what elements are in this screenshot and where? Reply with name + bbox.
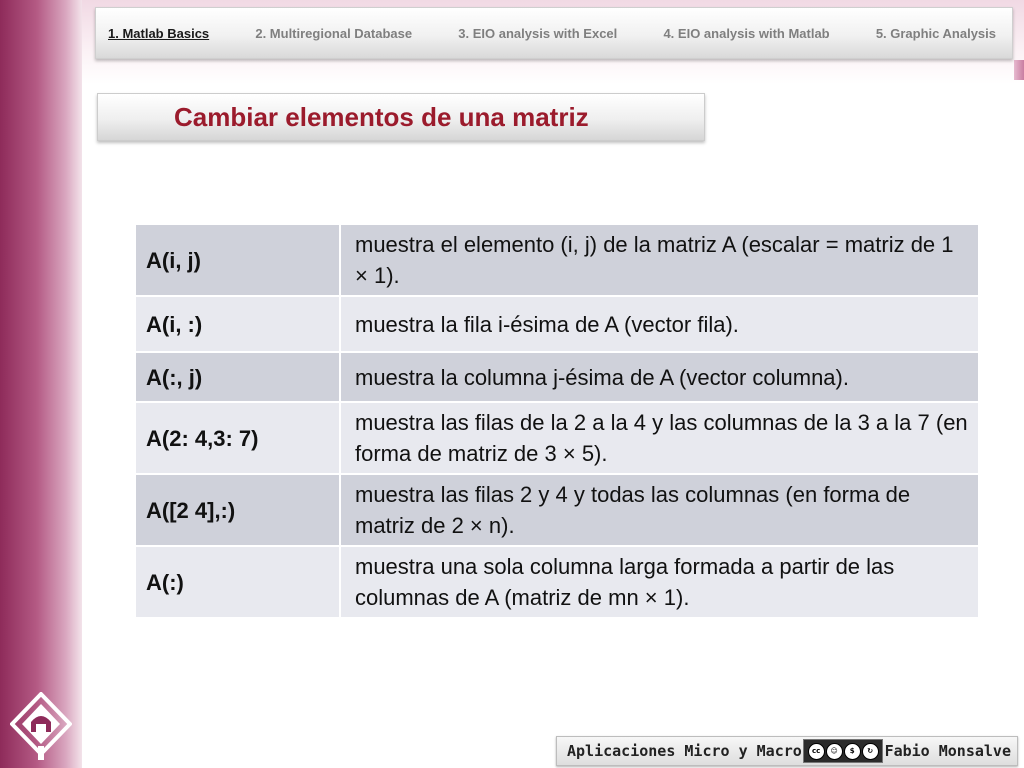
nc-icon: $ (844, 743, 861, 760)
table-row (135, 546, 979, 618)
table-row (135, 224, 979, 296)
tab-eio-analysis-excel[interactable]: 3. EIO analysis with Excel (458, 25, 618, 41)
tab-matlab-basics[interactable]: 1. Matlab Basics (108, 25, 210, 41)
description-cell: muestra el elemento (i, j) de la matriz A (escalar = matriz de 1 × 1). (340, 224, 979, 296)
cc-icon: cc (808, 743, 825, 760)
command-cell: A([2 4],:) (135, 474, 340, 546)
tab-eio-analysis-matlab[interactable]: 4. EIO analysis with Matlab (663, 25, 830, 41)
university-logo-icon (10, 692, 72, 762)
command-cell: A(:) (135, 546, 340, 618)
table-row (135, 402, 979, 474)
creative-commons-badge (803, 739, 883, 763)
command-cell: A(i, j) (135, 224, 340, 296)
right-accent-strip (1014, 60, 1024, 80)
matrix-indexing-table (134, 223, 980, 619)
description-cell: muestra la fila i-ésima de A (vector fila). (340, 296, 979, 352)
description-cell: muestra una sola columna larga formada a partir de las columnas de A (matriz de mn × 1). (340, 546, 979, 618)
tab-graphic-analysis[interactable]: 5. Graphic Analysis (875, 25, 996, 41)
description-cell: muestra la columna j-ésima de A (vector columna). (340, 352, 979, 402)
left-sidebar-band (0, 0, 82, 768)
slide-title-box (97, 93, 705, 141)
footer-bar (556, 736, 1018, 766)
footer-course-title: Aplicaciones Micro y Macro (567, 742, 802, 760)
footer-author: Fabio Monsalve (884, 742, 1011, 760)
command-cell: A(i, :) (135, 296, 340, 352)
command-cell: A(2: 4,3: 7) (135, 402, 340, 474)
table-row (135, 474, 979, 546)
sa-icon: ↻ (862, 743, 879, 760)
command-cell: A(:, j) (135, 352, 340, 402)
description-cell: muestra las filas 2 y 4 y todas las columnas (en forma de matriz de 2 × n). (340, 474, 979, 546)
description-cell: muestra las filas de la 2 a la 4 y las columnas de la 3 a la 7 (en forma de matriz de 3 × 5). (340, 402, 979, 474)
section-tab-bar (95, 7, 1013, 59)
table-row (135, 352, 979, 402)
tab-multiregional-database[interactable]: 2. Multiregional Database (255, 25, 413, 41)
by-icon: ☺ (826, 743, 843, 760)
slide-title: Cambiar elementos de una matriz (174, 101, 589, 132)
table-row (135, 296, 979, 352)
